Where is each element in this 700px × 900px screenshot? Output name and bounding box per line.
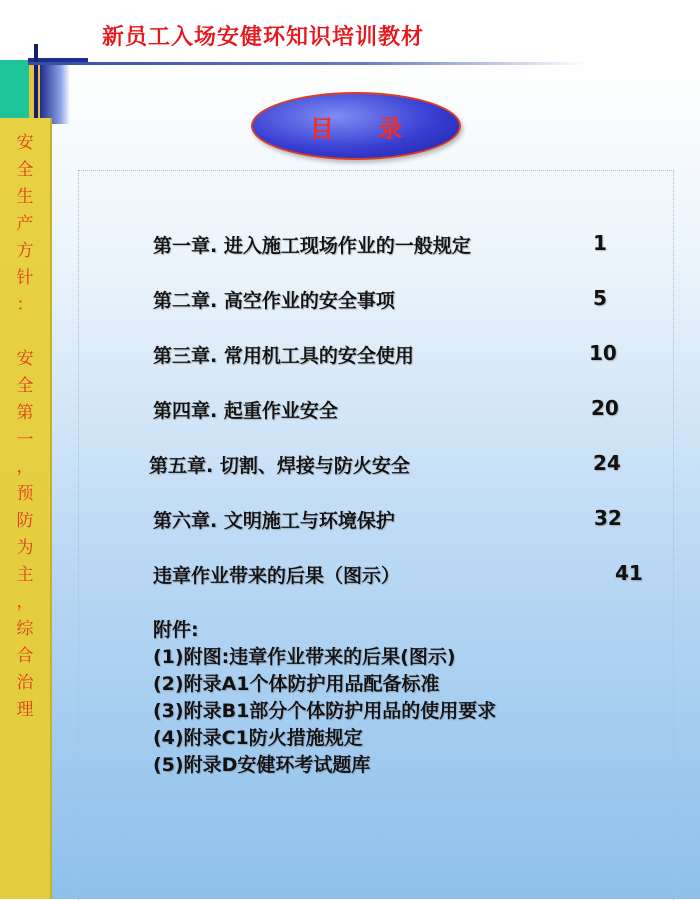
toc-item-6[interactable] [153,506,633,536]
toc-item-page: 41 [615,561,643,585]
toc-item-2[interactable] [153,286,633,316]
toc-item-page: 24 [593,451,621,475]
sidebar-char: 治 [16,673,34,693]
toc-item-7[interactable] [153,561,643,591]
appendix-item[interactable]: (4)附录C1防火措施规定 [153,727,363,749]
sidebar-spacer [14,319,36,346]
sidebar-char: 理 [16,700,34,720]
sidebar-char: 预 [16,484,34,504]
toc-item-5[interactable] [149,451,629,481]
toc-item-3[interactable] [153,341,633,371]
appendix-item[interactable]: (2)附录A1个体防护用品配备标准 [153,673,440,695]
sidebar-char: 针 [16,268,34,288]
corner-teal-block [0,60,30,124]
sidebar-char: 产 [16,214,34,234]
sidebar-char: 安 [16,133,34,153]
toc-item-page: 10 [589,341,617,365]
toc-title-badge [251,92,461,160]
sidebar-char: 第 [16,403,34,423]
appendix-item[interactable]: (5)附录D安健环考试题库 [153,754,371,776]
sidebar-slogan [14,130,36,724]
toc-item-label: 第一章. 进入施工现场作业的一般规定 [153,235,471,257]
appendix-item[interactable]: (3)附录B1部分个体防护用品的使用要求 [153,700,497,722]
sidebar-char: 方 [16,241,34,261]
sidebar-char: 为 [16,538,34,558]
sidebar-char: 生 [16,187,34,207]
toc-item-1[interactable] [153,231,633,261]
toc-item-page: 20 [591,396,619,420]
toc-item-page: 1 [593,231,607,255]
corner-blue-gradient [40,60,70,124]
sidebar-char: ， [16,592,34,612]
corner-navy-stick [34,44,38,124]
toc-item-label: 第四章. 起重作业安全 [153,400,338,422]
toc-title: 目 录 [309,114,421,143]
toc-item-page: 32 [594,506,622,530]
sidebar-char: ， [16,457,34,477]
sidebar-char: 一 [16,430,34,450]
toc-item-page: 5 [593,286,607,310]
sidebar-char: 防 [16,511,34,531]
sidebar-char: 合 [16,646,34,666]
toc-item-4[interactable] [153,396,633,426]
toc-item-label: 第六章. 文明施工与环境保护 [153,510,395,532]
header-underline [28,62,588,65]
appendix-item[interactable]: (1)附图:违章作业带来的后果(图示) [153,646,456,668]
appendix-heading: 附件: [153,619,199,641]
toc-item-label: 第五章. 切割、焊接与防火安全 [149,455,410,477]
appendix-section [153,617,496,779]
sidebar-char: 全 [16,160,34,180]
toc-item-label: 第二章. 高空作业的安全事项 [153,290,395,312]
toc-item-label: 违章作业带来的后果（图示） [153,565,401,587]
toc-item-label: 第三章. 常用机工具的安全使用 [153,345,414,367]
sidebar-char: 综 [16,619,34,639]
sidebar-char: 主 [16,565,34,585]
header-title: 新员工入场安健环知识培训教材 [102,25,425,50]
sidebar-char: ： [16,295,34,315]
sidebar-char: 全 [16,376,34,396]
sidebar-char: 安 [16,349,34,369]
